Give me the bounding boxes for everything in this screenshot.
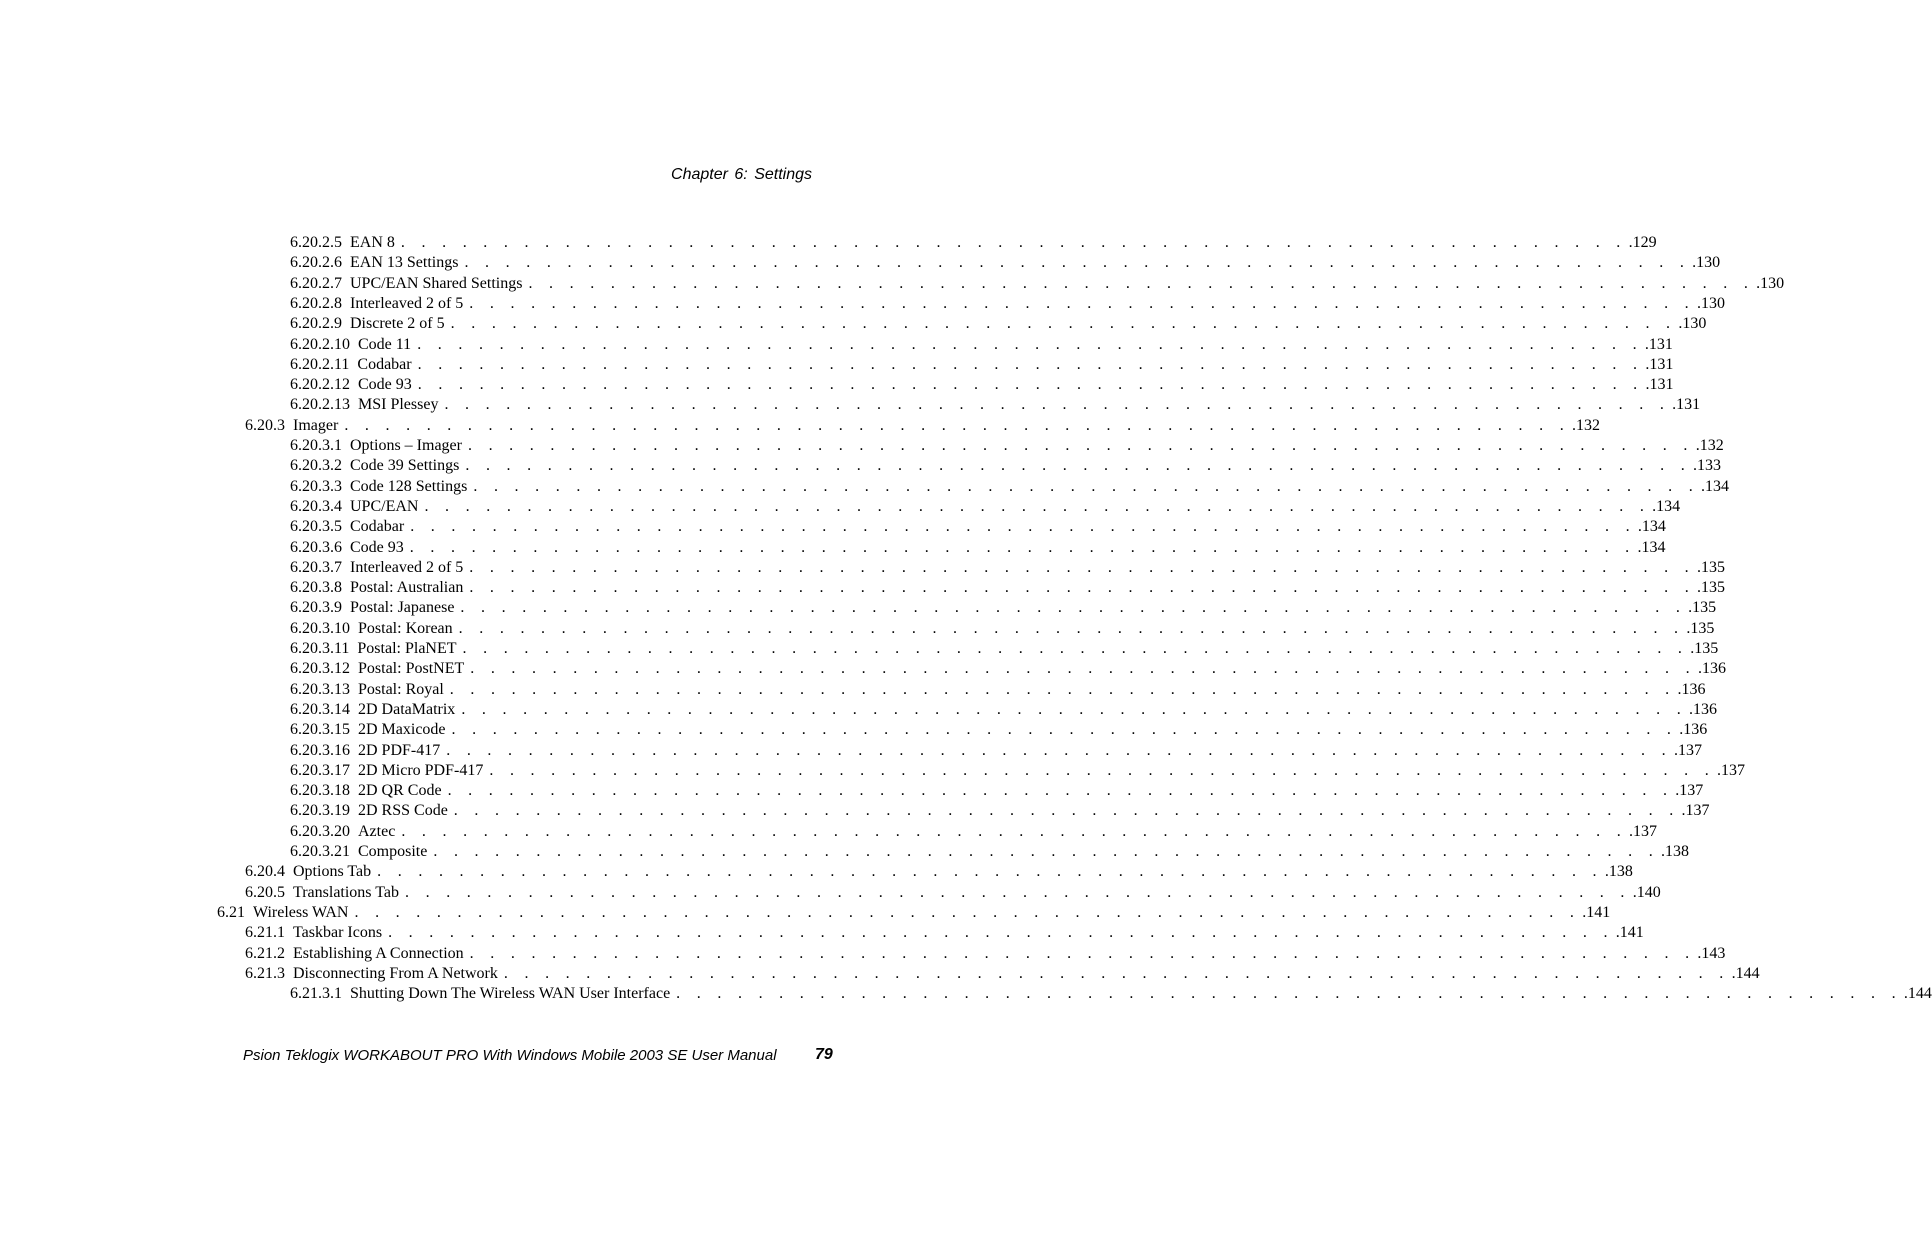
toc-leader-dots: . . . . . . . . . . . . . . . . . . . . . . . . . . . . . . . . . . . . . . . . . . . . . . . . . . . . . . . . . . . . — [446, 741, 1672, 759]
toc-entry-page: .131 — [1645, 355, 1674, 373]
toc-entry-number: 6.20.3.4 — [290, 497, 342, 515]
toc-entry-page: .130 — [1692, 254, 1721, 272]
toc-leader-dots: . . . . . . . . . . . . . . . . . . . . . . . . . . . . . . . . . . . . . . . . . . . . . . . . . . . . . . . . . . . . — [464, 254, 1691, 272]
toc-entry-title: Translations Tab — [293, 883, 399, 901]
toc-leader-dots: . . . . . . . . . . . . . . . . . . . . . . . . . . . . . . . . . . . . . . . . . . . . . . . . . . . . . . . . . . . . — [469, 579, 1696, 597]
toc-entry[interactable] — [290, 355, 1674, 375]
toc-leader-dots: . . . . . . . . . . . . . . . . . . . . . . . . . . . . . . . . . . . . . . . . . . . . . . . . . . . . . . . . . . . . — [462, 640, 1689, 657]
toc-entry-title: Postal: Korean — [358, 619, 453, 637]
toc-entry-page: .134 — [1701, 477, 1730, 495]
toc-entry-title: Shutting Down The Wireless WAN User Interface — [350, 985, 671, 1003]
toc-entry-title: UPC/EAN — [350, 497, 419, 515]
toc-entry-page: .140 — [1632, 883, 1661, 901]
toc-entry-page: .143 — [1697, 944, 1726, 962]
toc-entry-title: Options – Imager — [350, 437, 462, 454]
toc-entry-page: .134 — [1637, 538, 1666, 556]
toc-entry-title: Postal: PlaNET — [357, 640, 457, 657]
toc-leader-dots: . . . . . . . . . . . . . . . . . . . . . . . . . . . . . . . . . . . . . . . . . . . . . . . . . . . . . . . . . . . . — [458, 619, 1685, 637]
toc-leader-dots: . . . . . . . . . . . . . . . . . . . . . . . . . . . . . . . . . . . . . . . . . . . . . . . . . . . . . . . . . . . . — [451, 721, 1678, 739]
toc-entry-title: Composite — [358, 843, 428, 860]
toc-entry-number: 6.20.3.10 — [290, 619, 350, 637]
toc-entry-number: 6.20.3.20 — [290, 822, 350, 840]
toc-entry-page: .130 — [1696, 294, 1725, 312]
toc-entry-number: 6.20.3.6 — [290, 538, 342, 556]
toc-leader-dots: . . . . . . . . . . . . . . . . . . . . . . . . . . . . . . . . . . . . . . . . . . . . . . . . . . . . . . . . . . . . — [460, 599, 1687, 617]
toc-leader-dots: . . . . . . . . . . . . . . . . . . . . . . . . . . . . . . . . . . . . . . . . . . . . . . . . . . . . . . . . . . . . — [465, 457, 1692, 475]
toc-entry-title: Interleaved 2 of 5 — [350, 558, 464, 576]
toc-entry[interactable] — [290, 497, 1681, 517]
toc-entry[interactable] — [245, 416, 1601, 436]
toc-entry-number: 6.20.3.19 — [290, 802, 350, 820]
toc-entry-page: .134 — [1637, 518, 1666, 536]
toc-leader-dots: . . . . . . . . . . . . . . . . . . . . . . . . . . . . . . . . . . . . . . . . . . . . . . . . . . . . . . . . . . . . — [388, 924, 1614, 942]
toc-entry-number: 6.20.2.10 — [290, 335, 350, 353]
toc-entry-page: .138 — [1661, 843, 1690, 860]
page-number: 79 — [815, 1046, 833, 1063]
toc-entry-page: .129 — [1628, 234, 1657, 251]
toc-entry-page: .132 — [1695, 437, 1724, 454]
toc-entry[interactable] — [290, 741, 1702, 761]
toc-entry-page: .131 — [1645, 376, 1674, 394]
toc-leader-dots: . . . . . . . . . . . . . . . . . . . . . . . . . . . . . . . . . . . . . . . . . . . . . . . . . . . . . . . . . . . . — [528, 274, 1755, 292]
toc-entry[interactable] — [245, 862, 1633, 882]
toc-entry-number: 6.20.3.12 — [290, 660, 350, 678]
toc-entry-page: .137 — [1675, 782, 1704, 800]
toc-entry-title: 2D QR Code — [358, 782, 442, 800]
toc-entry[interactable] — [290, 274, 1785, 294]
toc-entry[interactable] — [290, 659, 1726, 679]
manual-title: Psion Teklogix WORKABOUT PRO With Windows Mobile 2003 SE User Manual — [243, 1047, 777, 1064]
toc-entry-page: .135 — [1697, 579, 1726, 597]
toc-leader-dots: . . . . . . . . . . . . . . . . . . . . . . . . . . . . . . . . . . . . . . . . . . . . . . . . . . . . . . . . . . . . — [424, 497, 1651, 515]
toc-entry-number: 6.20.3.17 — [290, 761, 350, 779]
toc-entry-number: 6.20.3.13 — [290, 680, 350, 698]
toc-entry-title: Codabar — [350, 518, 405, 536]
toc-leader-dots: . . . . . . . . . . . . . . . . . . . . . . . . . . . . . . . . . . . . . . . . . . . . . . . . . . . . . . . . . . . . — [410, 518, 1636, 536]
toc-leader-dots: . . . . . . . . . . . . . . . . . . . . . . . . . . . . . . . . . . . . . . . . . . . . . . . . . . . . . . . . . . . . — [344, 416, 1571, 434]
toc-leader-dots: . . . . . . . . . . . . . . . . . . . . . . . . . . . . . . . . . . . . . . . . . . . . . . . . . . . . . . . . . . . . — [676, 985, 1902, 1003]
toc-entry-title: Code 93 — [358, 376, 412, 394]
toc-entry-page: .137 — [1681, 802, 1710, 820]
toc-entry[interactable] — [290, 517, 1666, 537]
toc-leader-dots: . . . . . . . . . . . . . . . . . . . . . . . . . . . . . . . . . . . . . . . . . . . . . . . . . . . . . . . . . . . . — [461, 700, 1688, 718]
toc-entry[interactable] — [290, 436, 1724, 456]
toc-leader-dots: . . . . . . . . . . . . . . . . . . . . . . . . . . . . . . . . . . . . . . . . . . . . . . . . . . . . . . . . . . . . — [405, 883, 1631, 901]
toc-entry-title: Code 128 Settings — [350, 477, 468, 495]
toc-entry[interactable] — [290, 314, 1707, 334]
toc-leader-dots: . . . . . . . . . . . . . . . . . . . . . . . . . . . . . . . . . . . . . . . . . . . . . . . . . . . . . . . . . . . . — [467, 437, 1694, 454]
toc-leader-dots: . . . . . . . . . . . . . . . . . . . . . . . . . . . . . . . . . . . . . . . . . . . . . . . . . . . . . . . . . . . . — [417, 335, 1643, 353]
toc-entry-page: .130 — [1678, 315, 1707, 333]
toc-entry-title: Disconnecting From A Network — [293, 964, 498, 982]
toc-entry-title: Wireless WAN — [253, 903, 349, 921]
toc-entry[interactable] — [290, 619, 1715, 639]
toc-entry-title: 2D Maxicode — [358, 721, 446, 739]
toc-entry[interactable] — [290, 801, 1710, 821]
toc-entry-title: Taskbar Icons — [293, 924, 383, 942]
toc-entry-page: .138 — [1604, 863, 1633, 881]
toc-entry-number: 6.20.2.7 — [290, 274, 342, 292]
toc-entry-title: 2D PDF-417 — [358, 741, 441, 759]
toc-entry-title: Discrete 2 of 5 — [350, 315, 445, 333]
toc-entry[interactable] — [290, 538, 1666, 558]
toc-entry-number: 6.20.2.6 — [290, 254, 342, 272]
toc-entry[interactable] — [290, 456, 1722, 476]
toc-entry-page: .130 — [1756, 274, 1785, 292]
toc-leader-dots: . . . . . . . . . . . . . . . . . . . . . . . . . . . . . . . . . . . . . . . . . . . . . . . . . . . . . . . . . . . . — [503, 964, 1730, 982]
toc-entry-number: 6.20.3.16 — [290, 741, 350, 759]
toc-entry-number: 6.20.3 — [245, 416, 285, 434]
toc-entry-number: 6.20.2.11 — [290, 355, 350, 373]
toc-entry-number: 6.20.3.11 — [290, 640, 350, 657]
toc-entry[interactable] — [290, 558, 1725, 578]
toc-entry-number: 6.20.5 — [245, 883, 285, 901]
toc-entry-page: .135 — [1688, 599, 1717, 617]
toc-entry-title: Interleaved 2 of 5 — [350, 294, 464, 312]
toc-entry-page: .136 — [1689, 700, 1718, 718]
toc-leader-dots: . . . . . . . . . . . . . . . . . . . . . . . . . . . . . . . . . . . . . . . . . . . . . . . . . . . . . . . . . . . . — [444, 396, 1671, 414]
toc-entry-number: 6.20.3.1 — [290, 437, 342, 454]
toc-entry-page: .136 — [1677, 680, 1706, 698]
toc-entry[interactable] — [290, 781, 1704, 801]
toc-entry-page: .133 — [1693, 457, 1722, 475]
toc-leader-dots: . . . . . . . . . . . . . . . . . . . . . . . . . . . . . . . . . . . . . . . . . . . . . . . . . . . . . . . . . . . . — [469, 558, 1695, 576]
toc-entry-number: 6.20.3.8 — [290, 579, 342, 597]
toc-entry-number: 6.20.2.5 — [290, 234, 342, 251]
toc-entry[interactable] — [290, 375, 1674, 395]
toc-entry-number: 6.20.3.2 — [290, 457, 342, 475]
toc-entry-number: 6.20.3.5 — [290, 518, 342, 536]
toc-entry-title: Postal: Royal — [358, 680, 444, 698]
toc-entry-number: 6.20.2.8 — [290, 294, 342, 312]
toc-entry[interactable] — [290, 578, 1726, 598]
toc-entry-title: UPC/EAN Shared Settings — [350, 274, 523, 292]
toc-entry[interactable] — [245, 883, 1661, 903]
toc-entry-page: .144 — [1731, 964, 1760, 982]
toc-entry[interactable] — [290, 680, 1706, 700]
toc-entry-page: .131 — [1644, 335, 1673, 353]
toc-leader-dots: . . . . . . . . . . . . . . . . . . . . . . . . . . . . . . . . . . . . . . . . . . . . . . . . . . . . . . . . . . . . — [417, 355, 1644, 373]
toc-entry[interactable] — [290, 395, 1701, 415]
toc-entry-number: 6.20.4 — [245, 863, 285, 881]
toc-leader-dots: . . . . . . . . . . . . . . . . . . . . . . . . . . . . . . . . . . . . . . . . . . . . . . . . . . . . . . . . . . . . — [449, 680, 1676, 698]
toc-entry-title: Imager — [293, 416, 339, 434]
toc-entry-page: .131 — [1672, 396, 1701, 414]
toc-entry-page: .141 — [1582, 903, 1611, 921]
toc-entry-number: 6.20.3.15 — [290, 721, 350, 739]
toc-entry[interactable] — [290, 984, 1932, 1004]
toc-entry[interactable] — [290, 639, 1719, 659]
toc-leader-dots: . . . . . . . . . . . . . . . . . . . . . . . . . . . . . . . . . . . . . . . . . . . . . . . . . . . . . . . . . . . . — [400, 234, 1627, 251]
toc-entry-page: .132 — [1572, 416, 1601, 434]
toc-entry-number: 6.20.3.3 — [290, 477, 342, 495]
toc-leader-dots: . . . . . . . . . . . . . . . . . . . . . . . . . . . . . . . . . . . . . . . . . . . . . . . . . . . . . . . . . . . . — [469, 294, 1695, 312]
toc-entry-number: 6.21.3.1 — [290, 985, 342, 1003]
toc-entry-title: Options Tab — [293, 863, 372, 881]
toc-entry-title: Code 93 — [350, 538, 404, 556]
toc-entry[interactable] — [290, 842, 1690, 862]
toc-entry-title: MSI Plessey — [358, 396, 439, 414]
toc-leader-dots: . . . . . . . . . . . . . . . . . . . . . . . . . . . . . . . . . . . . . . . . . . . . . . . . . . . . . . . . . . . . — [450, 315, 1677, 333]
toc-leader-dots: . . . . . . . . . . . . . . . . . . . . . . . . . . . . . . . . . . . . . . . . . . . . . . . . . . . . . . . . . . . . — [409, 538, 1636, 556]
toc-entry-title: Establishing A Connection — [293, 944, 464, 962]
toc-leader-dots: . . . . . . . . . . . . . . . . . . . . . . . . . . . . . . . . . . . . . . . . . . . . . . . . . . . . . . . . . . . . — [401, 822, 1628, 840]
toc-leader-dots: . . . . . . . . . . . . . . . . . . . . . . . . . . . . . . . . . . . . . . . . . . . . . . . . . . . . . . . . . . . . — [433, 843, 1660, 860]
toc-entry[interactable] — [245, 944, 1726, 964]
toc-entry-title: 2D Micro PDF-417 — [358, 761, 484, 779]
toc-entry-page: .136 — [1697, 660, 1726, 678]
toc-leader-dots: . . . . . . . . . . . . . . . . . . . . . . . . . . . . . . . . . . . . . . . . . . . . . . . . . . . . . . . . . . . . — [447, 782, 1674, 800]
toc-entry-page: .144 — [1903, 985, 1932, 1003]
toc-entry-page: .141 — [1615, 924, 1644, 942]
toc-entry-number: 6.21.3 — [245, 964, 285, 982]
toc-entry-number: 6.20.2.12 — [290, 376, 350, 394]
toc-entry-number: 6.20.2.9 — [290, 315, 342, 333]
toc-entry[interactable] — [290, 477, 1730, 497]
toc-entry[interactable] — [245, 964, 1760, 984]
toc-entry-number: 6.21.1 — [245, 924, 285, 942]
toc-entry[interactable] — [290, 335, 1673, 355]
toc-entry[interactable] — [217, 903, 1611, 923]
toc-entry[interactable] — [290, 294, 1725, 314]
toc-entry-title: 2D DataMatrix — [358, 700, 456, 718]
toc-entry[interactable] — [290, 700, 1718, 720]
toc-entry[interactable] — [290, 720, 1708, 740]
toc-entry[interactable] — [290, 233, 1657, 253]
toc-entry-page: .135 — [1690, 640, 1719, 657]
toc-entry-number: 6.20.3.9 — [290, 599, 342, 617]
toc-entry-title: Postal: Australian — [350, 579, 464, 597]
toc-entry[interactable] — [245, 923, 1644, 943]
toc-leader-dots: . . . . . . . . . . . . . . . . . . . . . . . . . . . . . . . . . . . . . . . . . . . . . . . . . . . . . . . . . . . . — [417, 376, 1644, 394]
toc-entry-title: EAN 8 — [350, 234, 395, 251]
toc-entry[interactable] — [290, 598, 1717, 618]
toc-entry-title: Postal: PostNET — [358, 660, 465, 678]
toc-entry-page: .135 — [1696, 558, 1725, 576]
toc-entry-number: 6.21.2 — [245, 944, 285, 962]
toc-entry-page: .137 — [1717, 761, 1746, 779]
toc-entry-title: Code 39 Settings — [350, 457, 460, 475]
toc-entry-title: Aztec — [358, 822, 396, 840]
toc-leader-dots: . . . . . . . . . . . . . . . . . . . . . . . . . . . . . . . . . . . . . . . . . . . . . . . . . . . . . . . . . . . . — [453, 802, 1680, 820]
chapter-header: Chapter 6: Settings — [671, 166, 812, 183]
toc-leader-dots: . . . . . . . . . . . . . . . . . . . . . . . . . . . . . . . . . . . . . . . . . . . . . . . . . . . . . . . . . . . . — [489, 761, 1716, 779]
toc-entry-title: 2D RSS Code — [358, 802, 448, 820]
toc-entry-number: 6.20.3.18 — [290, 782, 350, 800]
toc-entry-page: .137 — [1629, 822, 1658, 840]
toc-leader-dots: . . . . . . . . . . . . . . . . . . . . . . . . . . . . . . . . . . . . . . . . . . . . . . . . . . . . . . . . . . . . — [470, 660, 1696, 678]
toc-entry-page: .134 — [1652, 497, 1681, 515]
toc-entry[interactable] — [290, 822, 1658, 842]
toc-entry-title: Codabar — [357, 355, 412, 373]
toc-leader-dots: . . . . . . . . . . . . . . . . . . . . . . . . . . . . . . . . . . . . . . . . . . . . . . . . . . . . . . . . . . . . — [377, 863, 1603, 881]
toc-entry-number: 6.20.3.7 — [290, 558, 342, 576]
toc-entry-title: EAN 13 Settings — [350, 254, 459, 272]
toc-entry-title: Postal: Japanese — [350, 599, 455, 617]
toc-entry-number: 6.20.2.13 — [290, 396, 350, 414]
toc-entry-title: Code 11 — [358, 335, 412, 353]
toc-entry[interactable] — [290, 761, 1746, 781]
toc-leader-dots: . . . . . . . . . . . . . . . . . . . . . . . . . . . . . . . . . . . . . . . . . . . . . . . . . . . . . . . . . . . . — [354, 903, 1581, 921]
toc-entry-number: 6.20.3.14 — [290, 700, 350, 718]
toc-entry-page: .137 — [1673, 741, 1702, 759]
toc-entry[interactable] — [290, 253, 1721, 273]
toc-leader-dots: . . . . . . . . . . . . . . . . . . . . . . . . . . . . . . . . . . . . . . . . . . . . . . . . . . . . . . . . . . . . — [469, 944, 1696, 962]
toc-leader-dots: . . . . . . . . . . . . . . . . . . . . . . . . . . . . . . . . . . . . . . . . . . . . . . . . . . . . . . . . . . . . — [473, 477, 1700, 495]
toc-entry-page: .136 — [1679, 721, 1708, 739]
toc-entry-number: 6.21 — [217, 903, 245, 921]
toc-entry-page: .135 — [1686, 619, 1715, 637]
toc-entry-number: 6.20.3.21 — [290, 843, 350, 860]
